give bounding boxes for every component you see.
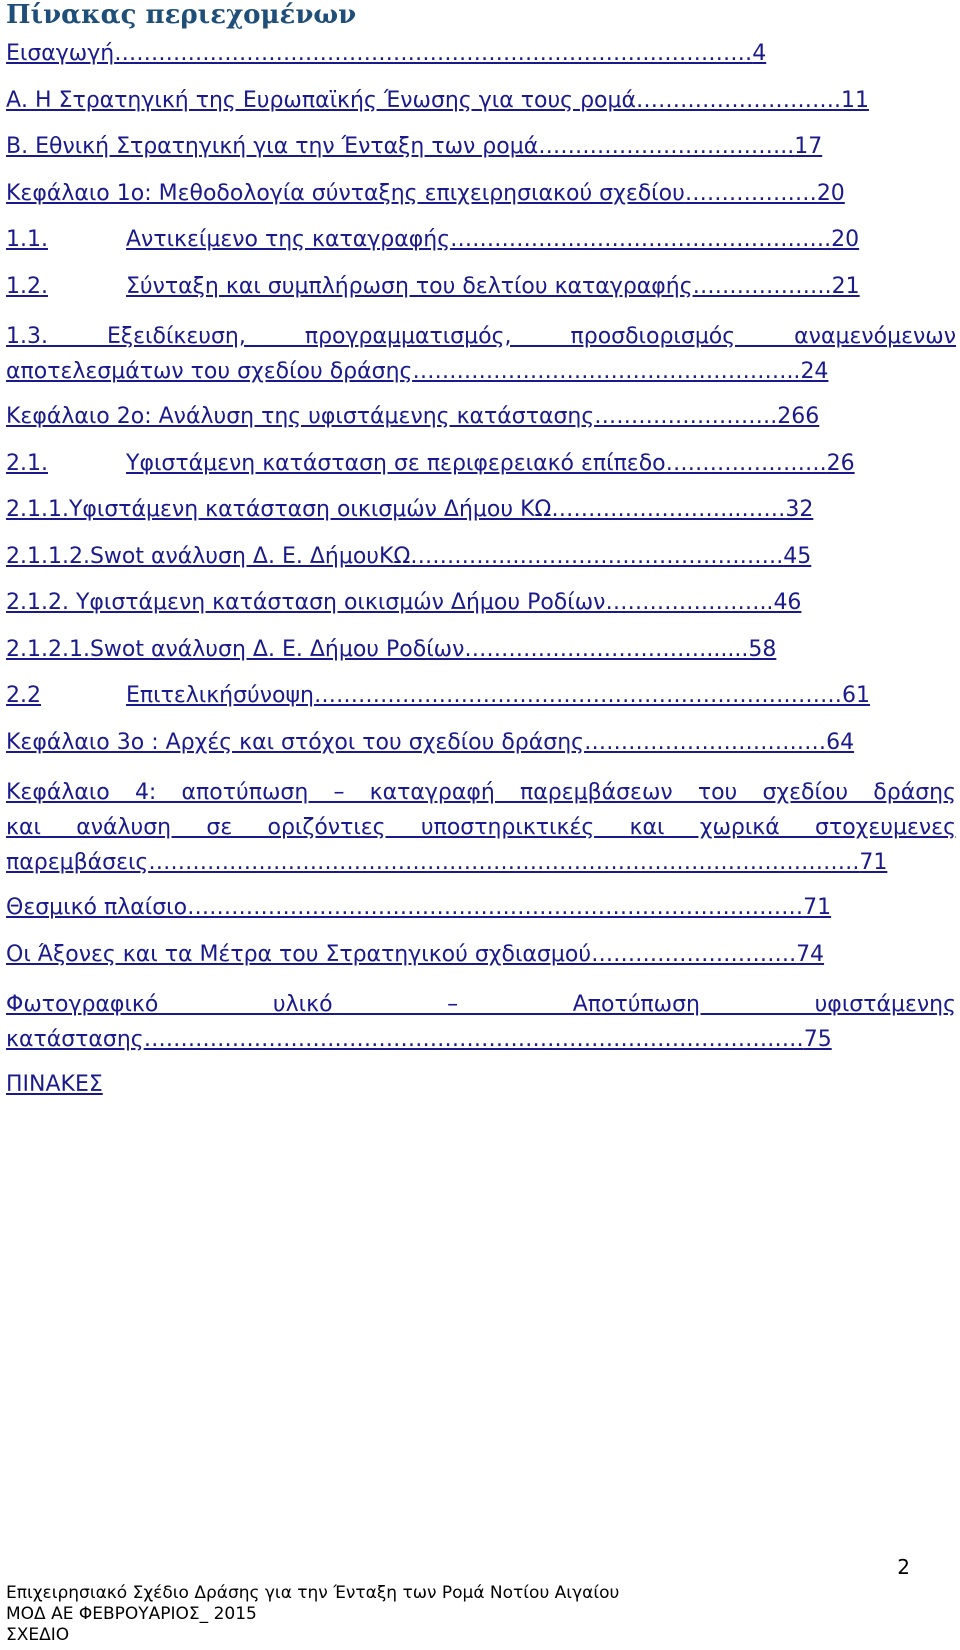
- toc-entry-eu-strategy[interactable]: Α. Η Στρατηγική της Ευρωπαϊκής Ένωσης για τους ρομά ………………………. 11: [6, 87, 869, 113]
- toc-entry-chapter-4[interactable]: Κεφάλαιο 4: αποτύπωση – καταγραφή παρεμβάσεων του σχεδίου δράσης και ανάλυση σε οριζόντιες υποστηρικτικές και χωρικά στοχευμενες παρεμβάσεις…………………………………………………………………………………….71: [6, 780, 956, 875]
- toc-entry-1-3[interactable]: 1.3. Εξειδίκευση, προγραμματισμός, προσδιορισμός αναμενόμενων αποτελεσμάτων του σχεδίου δράσης……………………………………………..24: [6, 324, 956, 384]
- toc-entry-2-1-1[interactable]: 2.1.1.Υφιστάμενη κατάσταση οικισμών Δήμου ΚΩ ……………………..…… 32: [6, 497, 814, 522]
- toc-entry-1-2[interactable]: 1.2. Σύνταξη και συμπλήρωση του δελτίου καταγραφής ………………. 21: [6, 273, 860, 299]
- toc-entry-2-1[interactable]: 2.1. Υφιστάμενη κατάσταση σε περιφερειακό επίπεδο …………………. 26: [6, 450, 855, 476]
- toc-entry-tables[interactable]: ΠΙΝΑΚΕΣ: [6, 1072, 103, 1097]
- toc-entry-chapter-3[interactable]: Κεφάλαιο 3ο : Αρχές και στόχοι του σχεδίου δράσης …………………………… 64: [6, 729, 855, 755]
- toc-title: Πίνακας περιεχομένων: [6, 0, 357, 30]
- toc-entry-2-1-2[interactable]: 2.1.2. Υφιστάμενη κατάσταση οικισμών Δήμου Ροδίων ………………….. 46: [6, 590, 802, 615]
- toc-entry-chapter-1[interactable]: Κεφάλαιο 1ο: Μεθοδολογία σύνταξης επιχειρησιακού σχεδίου ……………… 20: [6, 180, 845, 206]
- toc-entry-intro[interactable]: Εισαγωγή …………………………………………………………………………… 4: [6, 41, 767, 66]
- toc-entry-axes-measures[interactable]: Οι Άξονες και τα Μέτρα του Στρατηγικού σχδιασμού ………………………. 74: [6, 941, 825, 967]
- toc-entry-legal-framework[interactable]: Θεσμικό πλαίσιο ………………………………………………………………………… 71: [6, 895, 832, 920]
- toc-entry-2-2[interactable]: 2.2 Επιτελικήσύνοψη ……………………………………………………………… 61: [6, 683, 870, 708]
- toc-entry-2-1-2-1[interactable]: 2.1.2.1.Swot ανάλυση Δ. Ε. Δήμου Ροδίων ……………………………...... 58: [6, 636, 777, 662]
- footer-line-1: Επιχειρησιακό Σχέδιο Δράσης για την Ένταξη των Ρομά Νοτίου Αιγαίου: [6, 1583, 620, 1603]
- page-footer: [6, 1583, 619, 1646]
- footer-line-2: ΜΟΔ ΑΕ ΦΕΒΡΟΥΑΡΙΟΣ_ 2015: [6, 1604, 257, 1624]
- toc-entry-1-1[interactable]: 1.1. Αντικείμενο της καταγραφής ……………………………………………. 20: [6, 227, 860, 252]
- toc-entry-photos[interactable]: Φωτογραφικό υλικό – Αποτύπωση υφιστάμενης κατάστασης………………………………………………………………………………75: [6, 992, 956, 1052]
- toc-entry-national-strategy[interactable]: Β. Εθνική Στρατηγική για την Ένταξη των ρομά …………………………….. 17: [6, 134, 823, 159]
- footer-line-3: ΣΧΕΔΙΟ: [6, 1625, 70, 1645]
- toc-entry-chapter-2[interactable]: Κεφάλαιο 2ο: Ανάλυση της υφιστάμενης κατάστασης ……………………. 266: [6, 404, 820, 429]
- table-of-contents: [6, 40, 956, 1118]
- toc-entry-2-1-1-2[interactable]: 2.1.1.2.Swot ανάλυση Δ. Ε. ΔήμουΚΩ …………..………………………………. 45: [6, 543, 812, 569]
- page-number: 2: [897, 1555, 910, 1579]
